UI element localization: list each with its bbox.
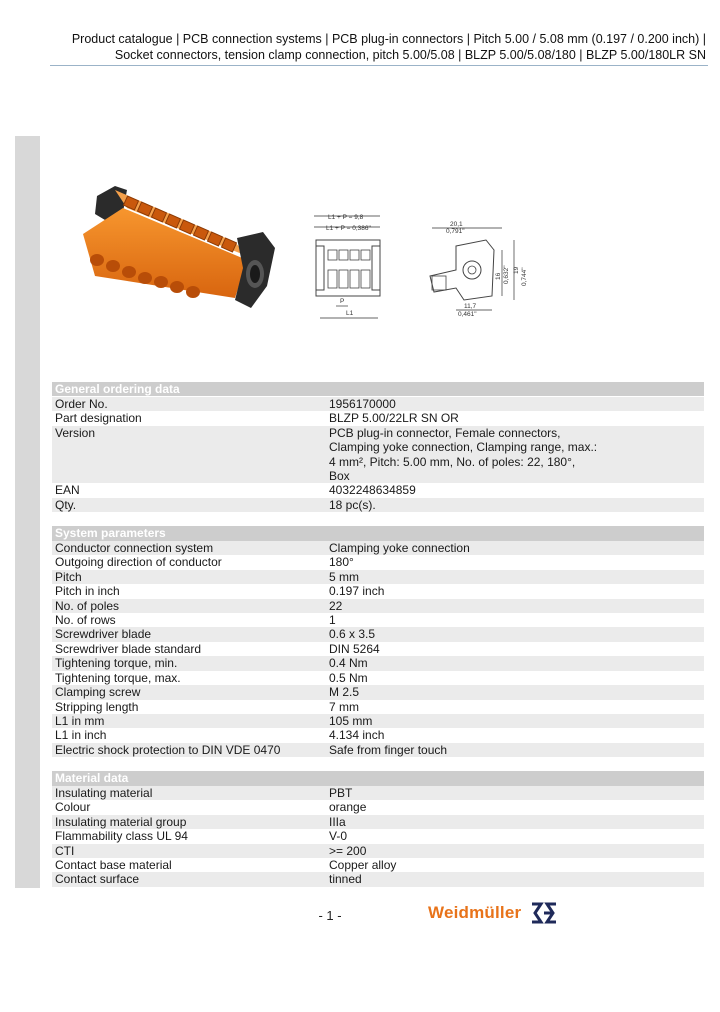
side-h3: 19 — [513, 266, 520, 274]
row-value: 18 pc(s). — [329, 497, 376, 512]
table-row — [52, 541, 704, 555]
row-label: Flammability class UL 94 — [55, 829, 188, 844]
dim-l1: L1 — [346, 310, 354, 317]
row-value: >= 200 — [329, 843, 367, 858]
row-label: Screwdriver blade standard — [55, 641, 202, 656]
row-label: Outgoing direction of conductor — [55, 555, 222, 570]
row-value: PCB plug-in connector, Female connectors, Clamping yoke connection, Clamping range, max.: 4 mm², Pitch: 5.00 mm, No. of poles: 22, 180°, Box — [329, 425, 598, 483]
section-heading: General ordering data — [52, 382, 704, 396]
row-label: Electric shock protection to DIN VDE 0470 — [55, 742, 281, 757]
table-row — [52, 555, 704, 569]
row-label: Stripping length — [55, 699, 139, 714]
row-label: L1 in inch — [55, 728, 107, 743]
row-label: Tightening torque, min. — [55, 656, 178, 671]
row-label: Version — [55, 425, 96, 440]
section-gap — [52, 757, 704, 771]
row-label: Pitch — [55, 569, 82, 584]
dim-p: P — [340, 298, 345, 305]
table-row — [52, 786, 704, 800]
row-label: Clamping screw — [55, 685, 141, 700]
row-label: L1 in mm — [55, 713, 105, 728]
side-w1: 20,1 — [450, 221, 463, 228]
side-h2: 0,632" — [503, 265, 510, 284]
table-row — [52, 656, 704, 670]
dim-top2: L1 + P = 0,386" — [326, 225, 371, 232]
brand-logo — [428, 900, 558, 926]
row-value: 0.197 inch — [329, 584, 385, 599]
table-row — [52, 685, 704, 699]
row-value: 5 mm — [329, 569, 359, 584]
row-value: 4.134 inch — [329, 728, 385, 743]
table-row — [52, 570, 704, 584]
table-row — [52, 584, 704, 598]
side-b2: 0,461" — [458, 311, 477, 318]
table-row — [52, 411, 704, 425]
page-number: - 1 - — [318, 908, 342, 923]
row-value: 180° — [329, 555, 354, 570]
row-value: 1 — [329, 613, 336, 628]
row-value: DIN 5264 — [329, 641, 380, 656]
section-gap — [52, 512, 704, 526]
row-label: Colour — [55, 800, 91, 815]
row-label: CTI — [55, 843, 75, 858]
row-value: Clamping yoke connection — [329, 541, 470, 556]
table-row — [52, 627, 704, 641]
row-value: orange — [329, 800, 367, 815]
row-value: Safe from finger touch — [329, 742, 448, 757]
row-label: Pitch in inch — [55, 584, 120, 599]
row-label: Qty. — [55, 497, 77, 512]
side-h4: 0,744" — [521, 267, 528, 286]
table-row — [52, 829, 704, 843]
row-label: EAN — [55, 483, 80, 498]
breadcrumb-header — [50, 31, 706, 63]
table-row — [52, 498, 704, 512]
table-row — [52, 700, 704, 714]
row-value: 0.5 Nm — [329, 670, 368, 685]
row-value: 22 — [329, 598, 343, 613]
spec-table — [52, 382, 704, 887]
table-row — [52, 613, 704, 627]
row-value: BLZP 5.00/22LR SN OR — [329, 411, 459, 426]
product-photo — [75, 168, 285, 318]
table-row — [52, 426, 704, 484]
table-row — [52, 858, 704, 872]
row-value: tinned — [329, 872, 362, 887]
row-label: Insulating material group — [55, 814, 187, 829]
row-value: 105 mm — [329, 713, 373, 728]
row-value: V-0 — [329, 829, 348, 844]
table-row — [52, 671, 704, 685]
header-line-2: Socket connectors, tension clamp connection, pitch 5.00/5.08 | BLZP 5.00/5.08/180 | BLZP 5.00/180LR SN — [114, 48, 706, 62]
row-value: PBT — [329, 786, 353, 801]
table-row — [52, 844, 704, 858]
row-value: 1956170000 — [329, 396, 396, 411]
row-value: 4032248634859 — [329, 483, 416, 498]
row-label: Contact surface — [55, 872, 140, 887]
row-label: No. of rows — [55, 613, 116, 628]
header-line-1: Product catalogue | PCB connection systems | PCB plug-in connectors | Pitch 5.00 / 5.08 mm (0.197 / 0.200 inch) | — [71, 32, 706, 46]
row-value: 7 mm — [329, 699, 359, 714]
header-divider — [50, 65, 708, 66]
row-label: Part designation — [55, 411, 142, 426]
table-row — [52, 599, 704, 613]
row-label: Insulating material — [55, 786, 153, 801]
table-row — [52, 815, 704, 829]
table-row — [52, 714, 704, 728]
row-value: Copper alloy — [329, 858, 397, 873]
row-label: Tightening torque, max. — [55, 670, 181, 685]
table-row — [52, 642, 704, 656]
table-row — [52, 483, 704, 497]
side-b1: 11,7 — [464, 303, 477, 310]
row-label: Order No. — [55, 396, 108, 411]
section-heading: System parameters — [52, 526, 704, 540]
section-heading: Material data — [52, 771, 704, 785]
row-label: Contact base material — [55, 858, 172, 873]
table-row — [52, 800, 704, 814]
table-row — [52, 743, 704, 757]
side-h1: 16 — [495, 272, 502, 280]
table-row — [52, 872, 704, 886]
row-value: 0.4 Nm — [329, 656, 368, 671]
side-bar — [15, 136, 40, 888]
brand-mark-icon — [530, 902, 558, 924]
row-value: IIIa — [329, 814, 346, 829]
row-label: Conductor connection system — [55, 541, 214, 556]
brand-name: Weidmüller — [428, 903, 522, 922]
technical-drawing — [306, 210, 542, 328]
row-value: M 2.5 — [329, 685, 360, 700]
dim-top1: L1 + P = 9,8 — [328, 214, 364, 221]
table-row — [52, 397, 704, 411]
table-row — [52, 728, 704, 742]
row-label: No. of poles — [55, 598, 120, 613]
side-w2: 0,791" — [446, 228, 465, 235]
row-label: Screwdriver blade — [55, 627, 152, 642]
row-value: 0.6 x 3.5 — [329, 627, 376, 642]
